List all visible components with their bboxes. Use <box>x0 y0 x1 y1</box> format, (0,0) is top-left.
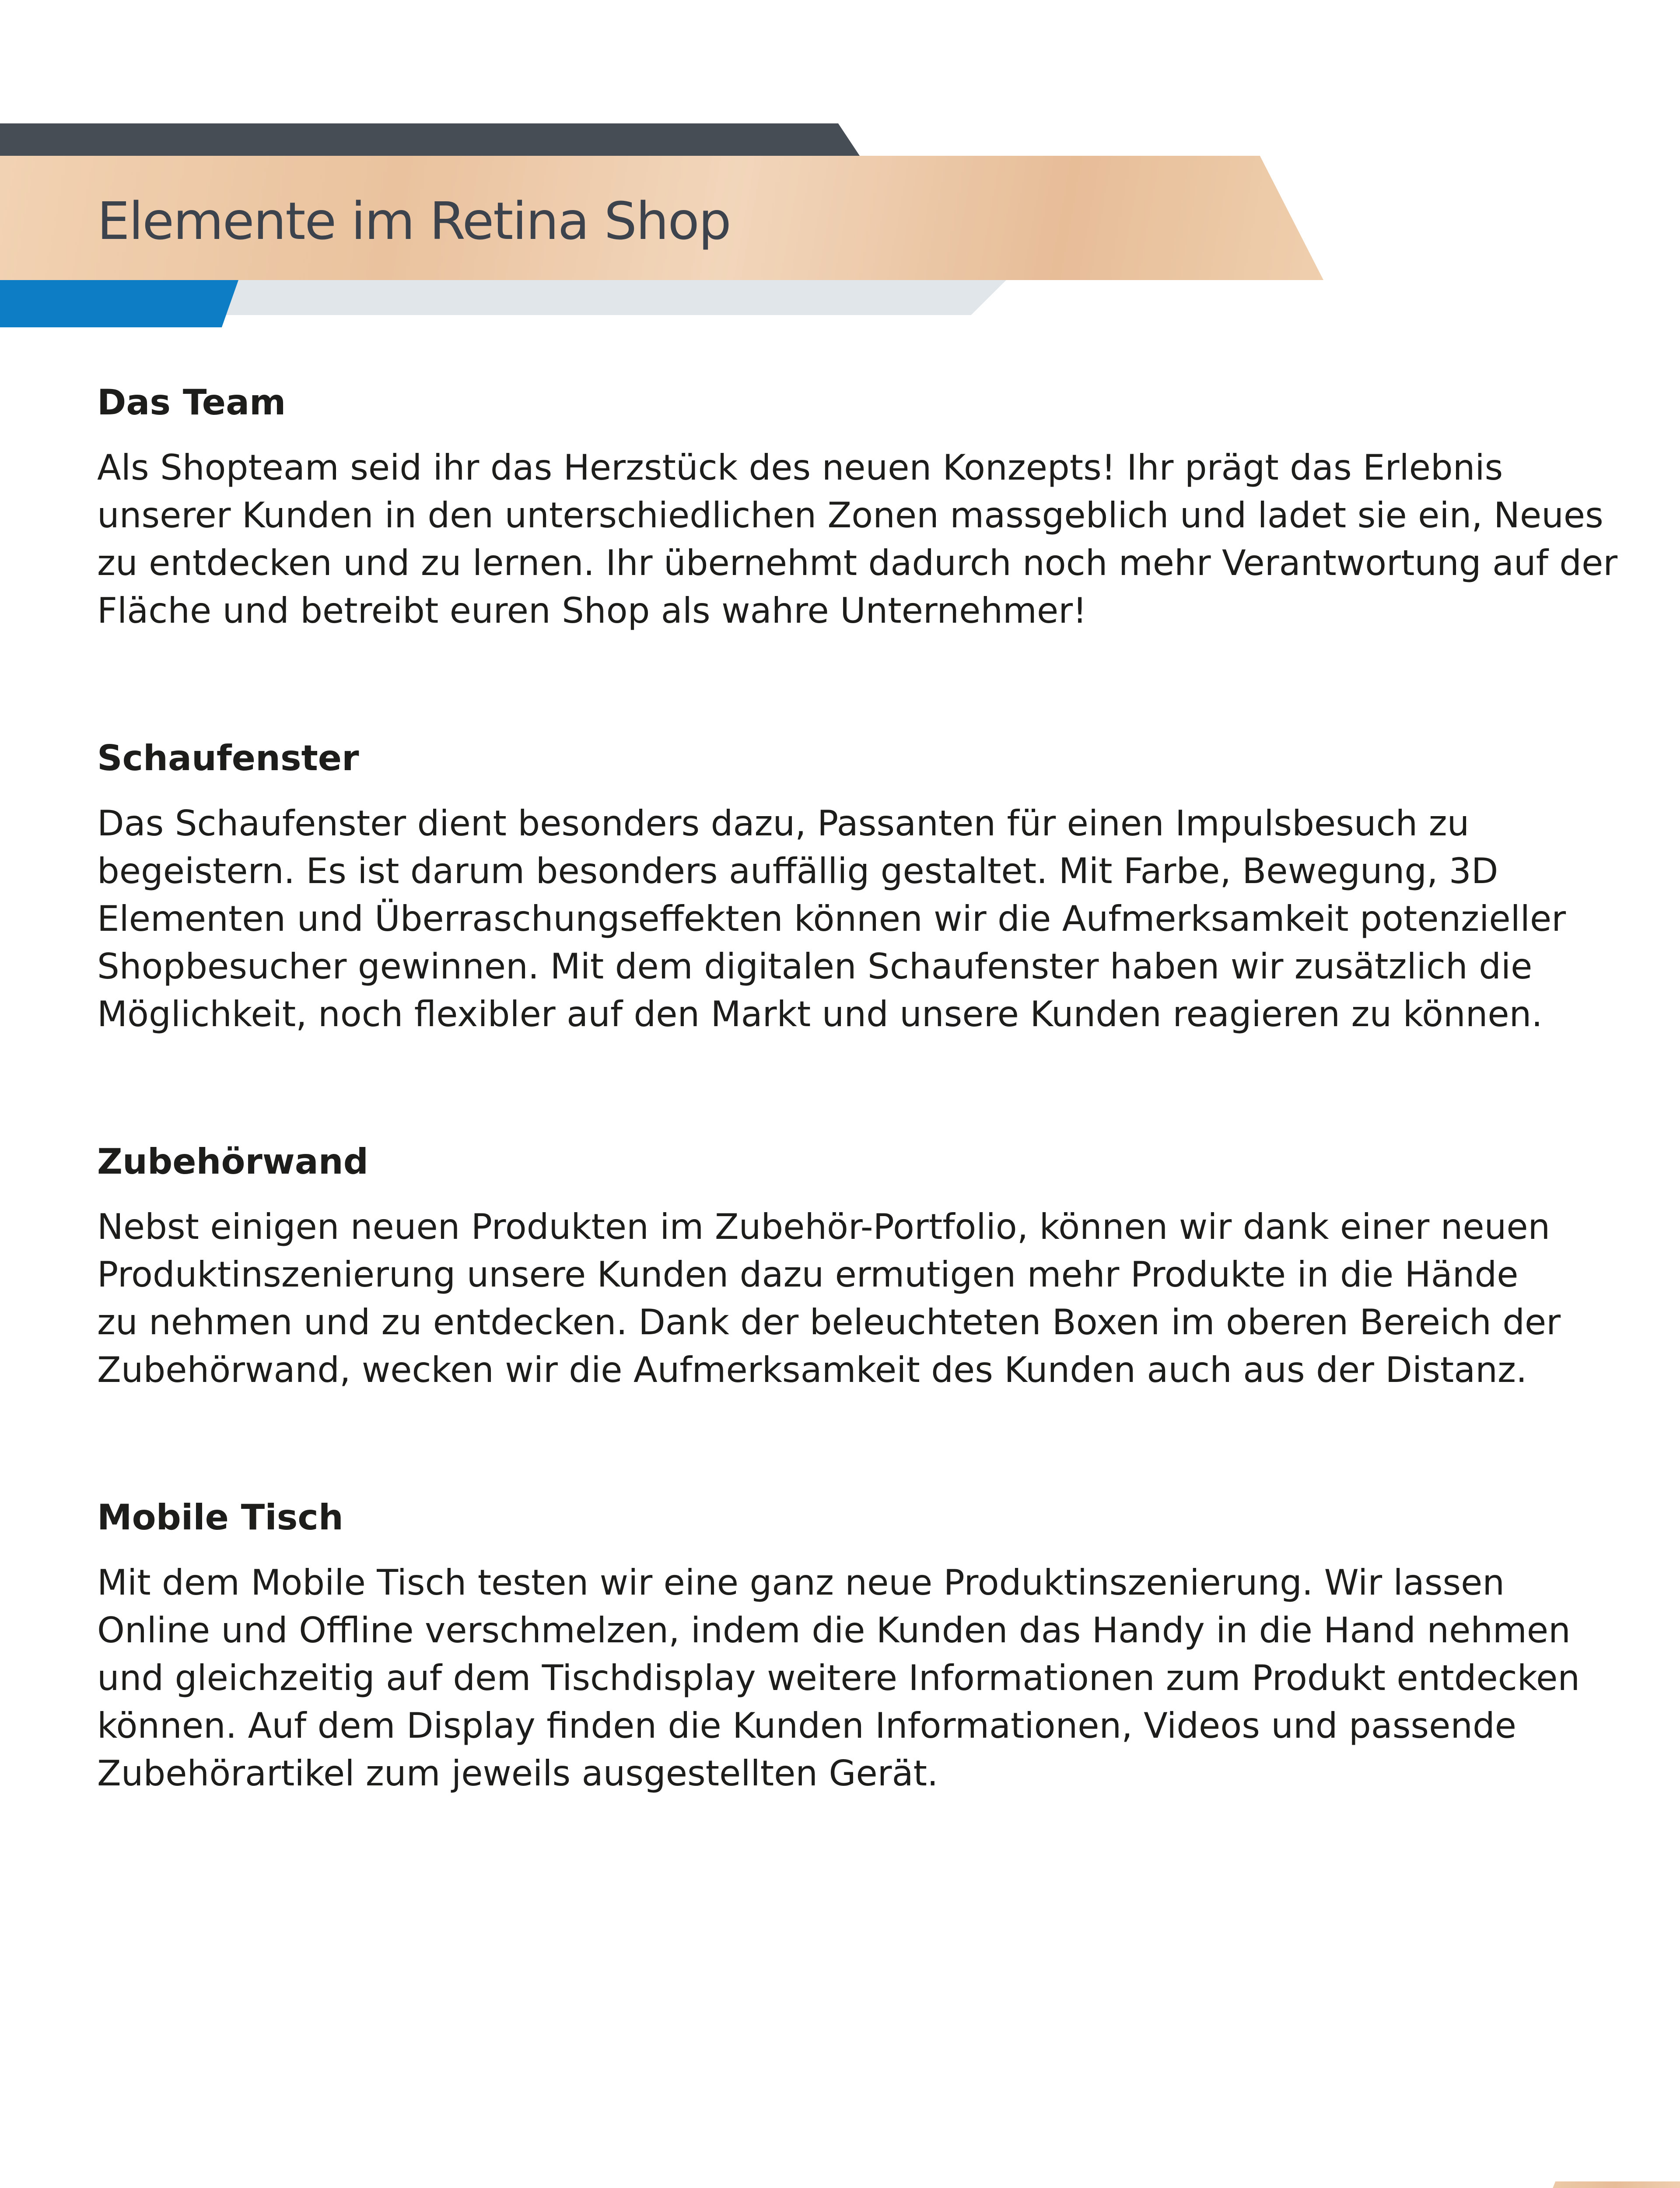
body-line: begeistern. Es ist darum besonders auffällig gestaltet. Mit Farbe, Bewegung, 3D <box>97 851 1498 891</box>
section-zubehoerwand <box>97 1140 1585 1394</box>
body-line: unserer Kunden in den unterschiedlichen Zonen massgeblich und ladet sie ein, Neues <box>97 495 1603 536</box>
section-body <box>97 444 1618 635</box>
body-line: Produktinszenierung unsere Kunden dazu ermutigen mehr Produkte in die Hände <box>97 1254 1519 1295</box>
body-line: Mit dem Mobile Tisch testen wir eine ganz neue Produktinszenierung. Wir lassen <box>97 1562 1505 1603</box>
body-line: und gleichzeitig auf dem Tischdisplay weitere Informationen zum Produkt entdecken <box>97 1658 1580 1698</box>
header-blue-accent <box>0 280 238 327</box>
header-dark-band <box>0 123 860 156</box>
body-line: Fläche und betreibt euren Shop als wahre Unternehmer! <box>97 590 1087 631</box>
body-line: Online und Offline verschmelzen, indem die Kunden das Handy in die Hand nehmen <box>97 1610 1571 1651</box>
body-line: zu nehmen und zu entdecken. Dank der beleuchteten Boxen im oberen Bereich der <box>97 1302 1561 1343</box>
body-line: Shopbesucher gewinnen. Mit dem digitalen Schaufenster haben wir zusätzlich die <box>97 946 1533 987</box>
section-heading: Schaufenster <box>97 738 359 778</box>
body-line: können. Auf dem Display finden die Kunden Informationen, Videos und passende <box>97 1705 1517 1746</box>
page-tab-wood <box>1520 2181 1680 2188</box>
body-line: zu entdecken und zu lernen. Ihr übernehmt dadurch noch mehr Verantwortung auf der <box>97 543 1618 583</box>
body-line: Nebst einigen neuen Produkten im Zubehör-Portfolio, können wir dank einer neuen <box>97 1206 1550 1247</box>
section-heading: Zubehörwand <box>97 1141 368 1182</box>
body-line: Möglichkeit, noch flexibler auf den Markt und unsere Kunden reagieren zu können. <box>97 994 1543 1034</box>
section-body <box>97 1559 1585 1797</box>
body-line: Zubehörartikel zum jeweils ausgestellten Gerät. <box>97 1753 938 1794</box>
body-line: Zubehörwand, wecken wir die Aufmerksamkeit des Kunden auch aus der Distanz. <box>97 1350 1527 1390</box>
body-line: Elementen und Überraschungseffekten können wir die Aufmerksamkeit potenzieller <box>97 898 1566 939</box>
section-body <box>97 1203 1585 1394</box>
section-mobile-tisch <box>97 1496 1585 1797</box>
section-heading: Mobile Tisch <box>97 1497 343 1538</box>
section-das-team <box>97 381 1618 635</box>
page-title: Elemente im Retina Shop <box>97 191 731 251</box>
section-schaufenster <box>97 736 1585 1038</box>
body-line: Als Shopteam seid ihr das Herzstück des neuen Konzepts! Ihr prägt das Erlebnis <box>97 447 1503 488</box>
body-line: Das Schaufenster dient besonders dazu, Passanten für einen Impulsbesuch zu <box>97 803 1470 844</box>
section-heading: Das Team <box>97 382 286 423</box>
section-body <box>97 799 1585 1038</box>
